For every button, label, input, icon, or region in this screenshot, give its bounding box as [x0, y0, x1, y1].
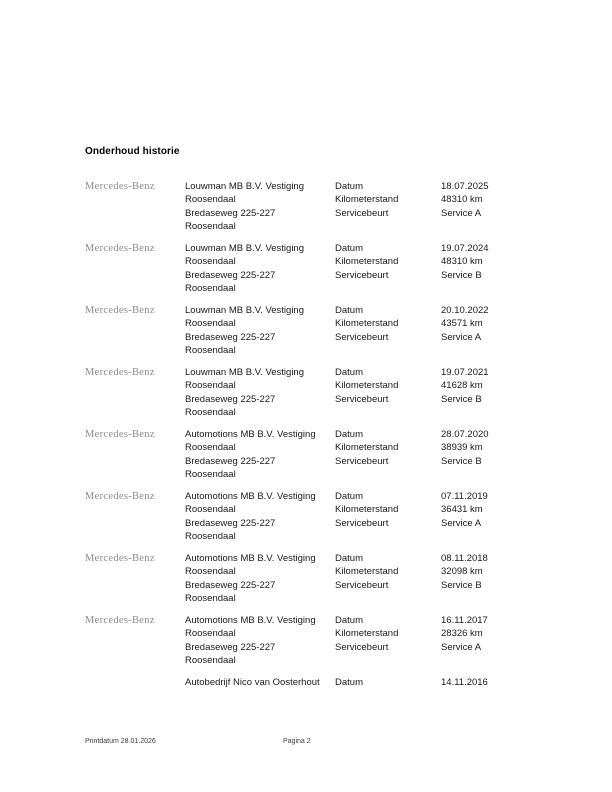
field-value: 20.10.2022: [441, 305, 489, 316]
dealer-line: Autobedrijf Nico van Oosterhout: [185, 677, 320, 688]
field-labels: [335, 490, 441, 530]
field-value: 28326 km: [441, 628, 483, 640]
field-label: Datum: [335, 181, 363, 192]
field-label: Servicebeurt: [335, 579, 389, 591]
field-label: Servicebeurt: [335, 269, 389, 281]
dealer-line: Roosendaal: [185, 256, 236, 268]
field-value: 36431 km: [441, 504, 483, 516]
dealer-line: Roosendaal: [185, 530, 236, 542]
dealer-line: Roosendaal: [185, 566, 236, 578]
service-entry: [85, 180, 555, 233]
field-labels: [335, 180, 441, 220]
dealer-line: Automotions MB B.V. Vestiging: [185, 491, 316, 502]
dealer-line: Roosendaal: [185, 406, 236, 418]
mercedes-benz-wordmark: Mercedes-Benz: [85, 553, 155, 564]
field-label: Datum: [335, 615, 363, 626]
field-value: Service A: [441, 641, 482, 653]
dealer-line: Roosendaal: [185, 442, 236, 454]
field-label: Servicebeurt: [335, 207, 389, 219]
field-value: 08.11.2018: [441, 553, 488, 564]
field-value: 28.07.2020: [441, 429, 489, 440]
field-label: Kilometerstand: [335, 442, 399, 454]
entry-logo-cell: [85, 304, 185, 317]
entry-logo-cell: [85, 552, 185, 565]
dealer-line: Roosendaal: [185, 344, 236, 356]
field-value: Service B: [441, 455, 482, 467]
field-labels: [335, 428, 441, 468]
field-value: Service B: [441, 393, 482, 405]
page-number: Pagina 2: [283, 738, 311, 745]
dealer-line: Bredaseweg 225-227: [185, 579, 276, 591]
dealer-address: [185, 242, 335, 295]
field-labels: [335, 552, 441, 592]
dealer-line: Bredaseweg 225-227: [185, 517, 276, 529]
field-value: 16.11.2017: [441, 615, 488, 626]
mercedes-benz-wordmark: Mercedes-Benz: [85, 181, 155, 192]
service-entry: [85, 676, 555, 689]
field-value: Service A: [441, 207, 482, 219]
dealer-line: Automotions MB B.V. Vestiging: [185, 429, 316, 440]
dealer-line: Louwman MB B.V. Vestiging: [185, 367, 304, 378]
field-label: Datum: [335, 677, 363, 688]
dealer-line: Automotions MB B.V. Vestiging: [185, 615, 316, 626]
dealer-line: Bredaseweg 225-227: [185, 207, 276, 219]
field-value: 14.11.2016: [441, 677, 488, 688]
field-value: 32098 km: [441, 566, 483, 578]
mercedes-benz-wordmark: Mercedes-Benz: [85, 243, 155, 254]
mercedes-benz-wordmark: Mercedes-Benz: [85, 429, 155, 440]
entry-logo-cell: [85, 180, 185, 193]
entry-logo-cell: [85, 428, 185, 441]
field-label: Datum: [335, 553, 363, 564]
service-entry: [85, 304, 555, 357]
mercedes-benz-wordmark: Mercedes-Benz: [85, 305, 155, 316]
field-labels: [335, 304, 441, 344]
field-label: Servicebeurt: [335, 331, 389, 343]
dealer-line: Roosendaal: [185, 282, 236, 294]
field-value: 19.07.2024: [441, 243, 489, 254]
entry-logo-cell: [85, 676, 185, 677]
field-labels: [335, 366, 441, 406]
field-label: Datum: [335, 243, 363, 254]
mercedes-benz-wordmark: Mercedes-Benz: [85, 615, 155, 626]
field-values: [441, 614, 555, 654]
field-label: Datum: [335, 429, 363, 440]
field-label: Kilometerstand: [335, 628, 399, 640]
dealer-line: Roosendaal: [185, 592, 236, 604]
dealer-line: Roosendaal: [185, 654, 236, 666]
field-label: Kilometerstand: [335, 318, 399, 330]
dealer-line: Roosendaal: [185, 194, 236, 206]
field-label: Datum: [335, 305, 363, 316]
dealer-line: Roosendaal: [185, 504, 236, 516]
dealer-address: [185, 366, 335, 419]
entry-logo-cell: [85, 614, 185, 627]
dealer-line: Louwman MB B.V. Vestiging: [185, 243, 304, 254]
field-label: Servicebeurt: [335, 393, 389, 405]
print-date: Printdatum 28.01.2026: [85, 738, 156, 745]
dealer-line: Roosendaal: [185, 468, 236, 480]
dealer-line: Louwman MB B.V. Vestiging: [185, 305, 304, 316]
service-entry: [85, 614, 555, 667]
field-value: 43571 km: [441, 318, 483, 330]
field-values: [441, 428, 555, 468]
dealer-line: Bredaseweg 225-227: [185, 641, 276, 653]
field-value: 07.11.2019: [441, 491, 488, 502]
dealer-line: Roosendaal: [185, 220, 236, 232]
field-label: Servicebeurt: [335, 517, 389, 529]
dealer-address: [185, 304, 335, 357]
field-label: Kilometerstand: [335, 194, 399, 206]
field-values: [441, 242, 555, 282]
field-label: Kilometerstand: [335, 256, 399, 268]
field-value: 41628 km: [441, 380, 483, 392]
field-value: 18.07.2025: [441, 181, 489, 192]
dealer-address: [185, 428, 335, 481]
dealer-line: Roosendaal: [185, 380, 236, 392]
field-value: Service B: [441, 269, 482, 281]
field-labels: [335, 614, 441, 654]
mercedes-benz-wordmark: Mercedes-Benz: [85, 491, 155, 502]
field-label: Datum: [335, 367, 363, 378]
dealer-line: Roosendaal: [185, 628, 236, 640]
field-label: Servicebeurt: [335, 641, 389, 653]
entry-logo-cell: [85, 366, 185, 379]
dealer-line: Bredaseweg 225-227: [185, 269, 276, 281]
service-entry: [85, 428, 555, 481]
dealer-address: [185, 552, 335, 605]
dealer-line: Louwman MB B.V. Vestiging: [185, 181, 304, 192]
service-entry: [85, 366, 555, 419]
dealer-line: Bredaseweg 225-227: [185, 331, 276, 343]
field-label: Servicebeurt: [335, 455, 389, 467]
field-label: Datum: [335, 491, 363, 502]
dealer-address: [185, 490, 335, 543]
field-labels: [335, 242, 441, 282]
field-values: [441, 180, 555, 220]
field-value: 38939 km: [441, 442, 483, 454]
service-entry: [85, 552, 555, 605]
field-values: [441, 304, 555, 344]
dealer-line: Bredaseweg 225-227: [185, 393, 276, 405]
dealer-address: [185, 180, 335, 233]
field-values: [441, 366, 555, 406]
field-label: Kilometerstand: [335, 504, 399, 516]
mercedes-benz-wordmark: Mercedes-Benz: [85, 367, 155, 378]
field-value: 19.07.2021: [441, 367, 489, 378]
field-value: Service A: [441, 517, 482, 529]
dealer-address: [185, 676, 335, 689]
service-entry: [85, 242, 555, 295]
entry-logo-cell: [85, 490, 185, 503]
dealer-line: Bredaseweg 225-227: [185, 455, 276, 467]
field-value: Service A: [441, 331, 482, 343]
dealer-address: [185, 614, 335, 667]
service-entry: [85, 490, 555, 543]
dealer-line: Automotions MB B.V. Vestiging: [185, 553, 316, 564]
entry-logo-cell: [85, 242, 185, 255]
page-title: Onderhoud historie: [85, 146, 180, 157]
field-value: 48310 km: [441, 194, 483, 206]
field-values: [441, 552, 555, 592]
field-label: Kilometerstand: [335, 566, 399, 578]
field-label: Kilometerstand: [335, 380, 399, 392]
field-labels: [335, 676, 441, 689]
field-value: Service B: [441, 579, 482, 591]
field-values: [441, 676, 555, 689]
dealer-line: Roosendaal: [185, 318, 236, 330]
field-values: [441, 490, 555, 530]
field-value: 48310 km: [441, 256, 483, 268]
